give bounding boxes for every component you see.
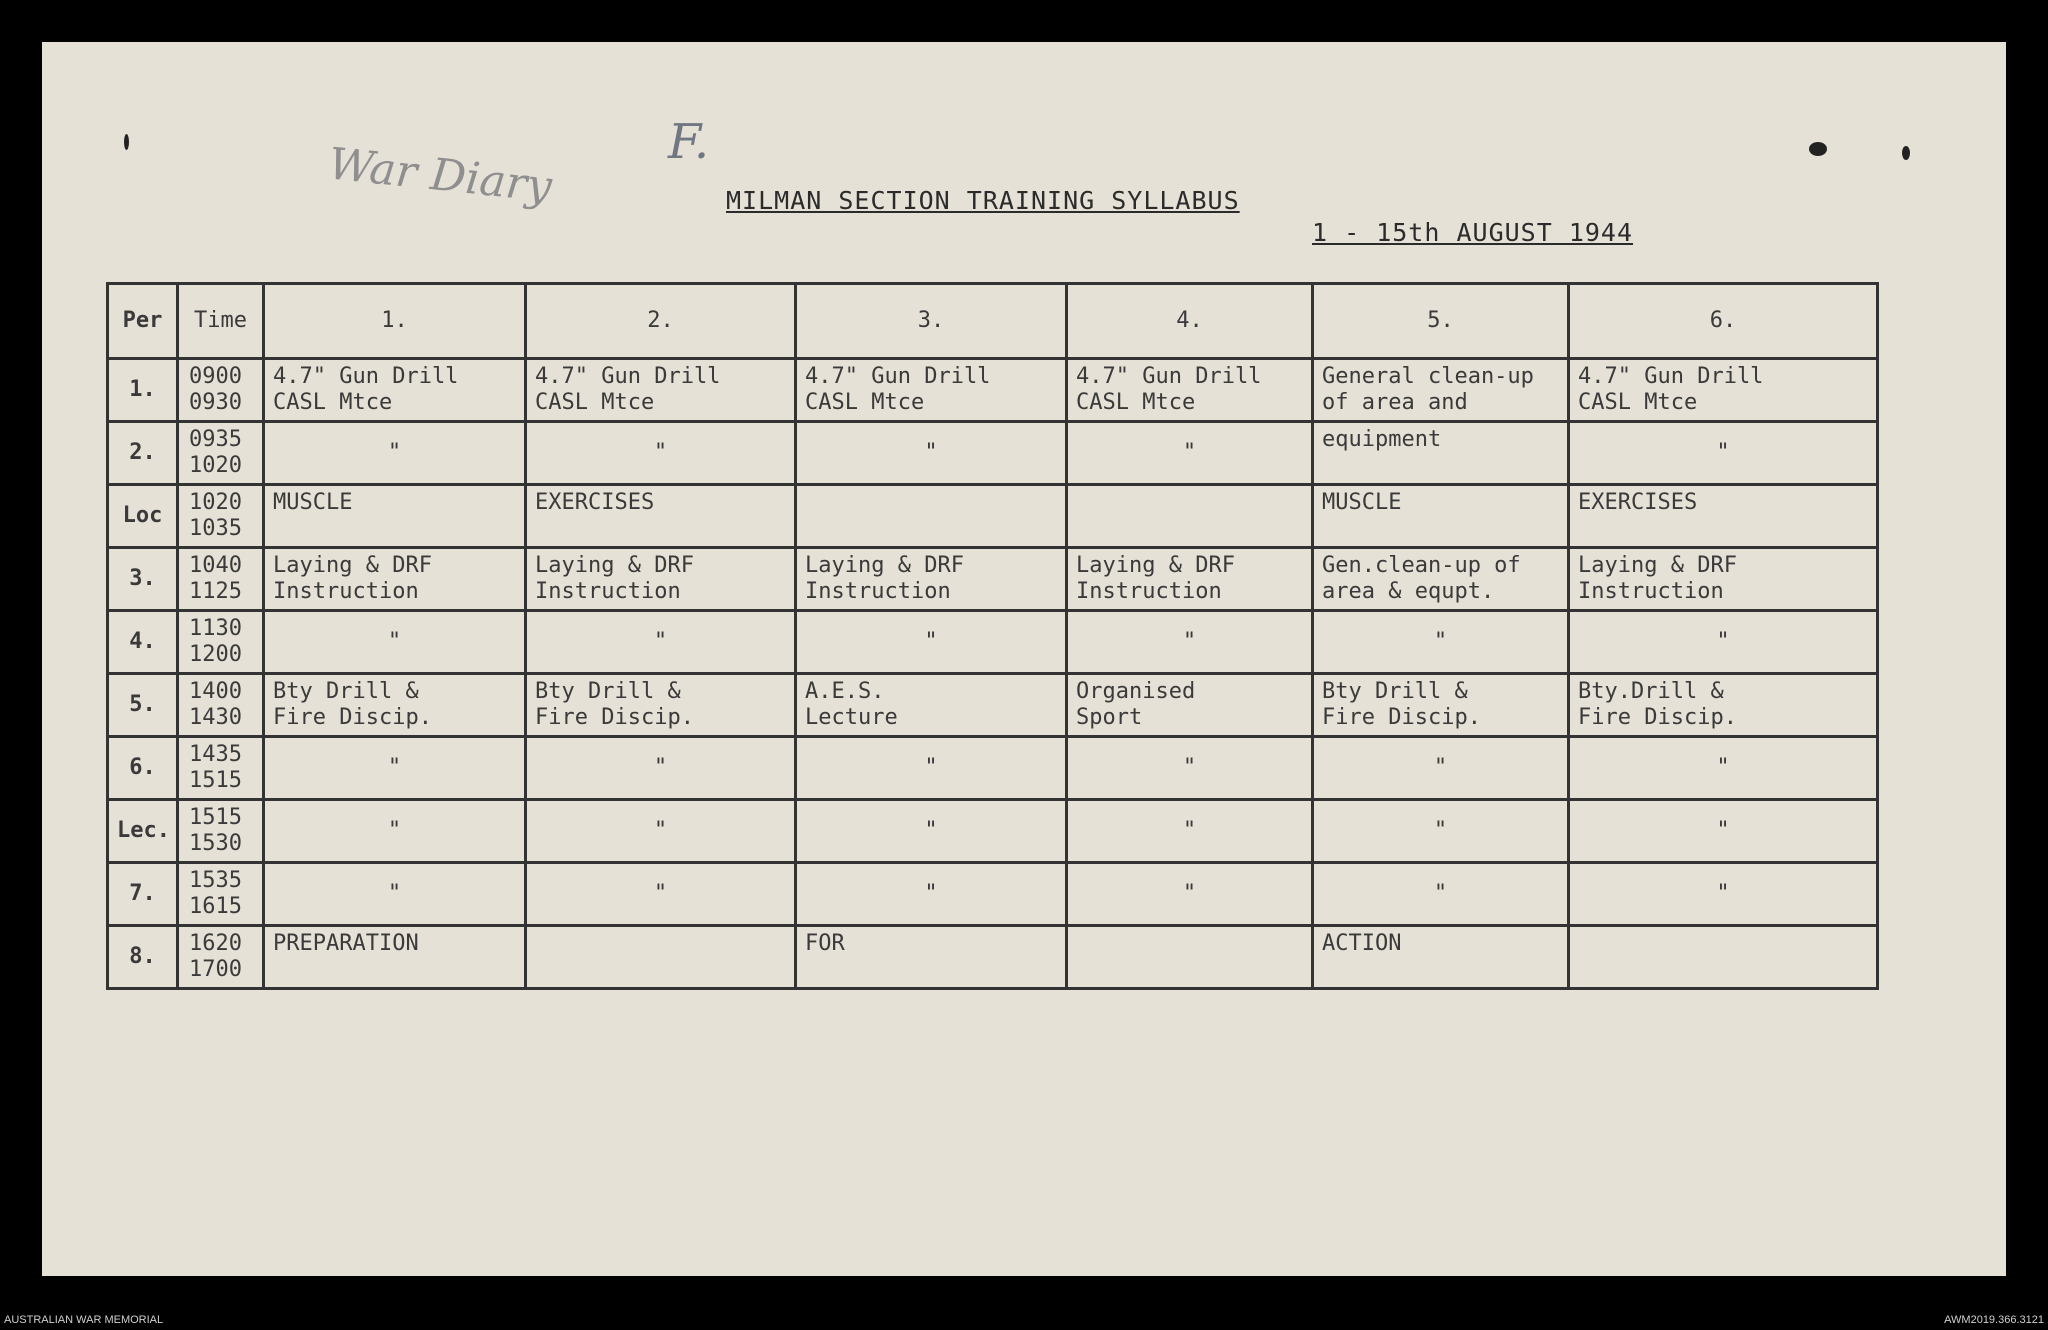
activity-cell: " xyxy=(1067,611,1313,674)
activity-cell xyxy=(1067,485,1313,548)
activity-cell: General clean-up of area and xyxy=(1313,359,1569,422)
activity-cell: " xyxy=(1067,422,1313,485)
activity-cell: " xyxy=(526,800,796,863)
period-cell: 1. xyxy=(108,359,178,422)
activity-cell xyxy=(1067,926,1313,989)
header-day-4: 4. xyxy=(1067,284,1313,359)
activity-cell: " xyxy=(1569,422,1878,485)
activity-cell: A.E.S. Lecture xyxy=(796,674,1067,737)
activity-cell: " xyxy=(264,422,526,485)
activity-cell: Organised Sport xyxy=(1067,674,1313,737)
activity-cell: " xyxy=(796,422,1067,485)
activity-cell: " xyxy=(796,800,1067,863)
activity-cell: " xyxy=(1313,737,1569,800)
table-row xyxy=(108,485,1878,548)
header-day-3: 3. xyxy=(796,284,1067,359)
punch-hole-mark xyxy=(1902,146,1910,160)
activity-cell: " xyxy=(1067,863,1313,926)
period-cell: Lec. xyxy=(108,800,178,863)
handwritten-war-diary-note: War Diary xyxy=(325,138,555,213)
document-title: MILMAN SECTION TRAINING SYLLABUS xyxy=(726,186,1240,215)
time-cell: 0935 1020 xyxy=(178,422,264,485)
table-row xyxy=(108,548,1878,611)
activity-cell: MUSCLE xyxy=(1313,485,1569,548)
activity-cell: " xyxy=(1569,863,1878,926)
activity-cell: " xyxy=(264,863,526,926)
activity-cell: " xyxy=(1569,737,1878,800)
header-day-6: 6. xyxy=(1569,284,1878,359)
activity-cell: " xyxy=(526,737,796,800)
table-body xyxy=(108,359,1878,989)
activity-cell: 4.7" Gun Drill CASL Mtce xyxy=(264,359,526,422)
activity-cell: " xyxy=(264,611,526,674)
activity-cell: Laying & DRF Instruction xyxy=(1569,548,1878,611)
table-row xyxy=(108,737,1878,800)
table-row xyxy=(108,800,1878,863)
period-cell: Loc xyxy=(108,485,178,548)
activity-cell: " xyxy=(1313,611,1569,674)
period-cell: 3. xyxy=(108,548,178,611)
activity-cell: 4.7" Gun Drill CASL Mtce xyxy=(796,359,1067,422)
activity-cell xyxy=(796,485,1067,548)
activity-cell: equipment xyxy=(1313,422,1569,485)
activity-cell: " xyxy=(526,422,796,485)
activity-cell: " xyxy=(1569,800,1878,863)
activity-cell: EXERCISES xyxy=(526,485,796,548)
footer-source: AUSTRALIAN WAR MEMORIAL xyxy=(4,1314,164,1326)
activity-cell: " xyxy=(526,611,796,674)
activity-cell: 4.7" Gun Drill CASL Mtce xyxy=(526,359,796,422)
activity-cell: Bty Drill & Fire Discip. xyxy=(264,674,526,737)
period-cell: 8. xyxy=(108,926,178,989)
activity-cell: " xyxy=(1067,737,1313,800)
activity-cell: Laying & DRF Instruction xyxy=(796,548,1067,611)
header-day-1: 1. xyxy=(264,284,526,359)
activity-cell: " xyxy=(1067,800,1313,863)
time-cell: 1040 1125 xyxy=(178,548,264,611)
activity-cell: " xyxy=(796,863,1067,926)
activity-cell: PREPARATION xyxy=(264,926,526,989)
period-cell: 2. xyxy=(108,422,178,485)
handwritten-letter-mark: F. xyxy=(668,114,710,170)
training-syllabus-table xyxy=(106,282,1879,990)
time-cell: 1435 1515 xyxy=(178,737,264,800)
activity-cell: " xyxy=(1313,863,1569,926)
activity-cell: " xyxy=(526,863,796,926)
activity-cell: Bty Drill & Fire Discip. xyxy=(526,674,796,737)
period-cell: 4. xyxy=(108,611,178,674)
time-cell: 1020 1035 xyxy=(178,485,264,548)
activity-cell: MUSCLE xyxy=(264,485,526,548)
time-cell: 1620 1700 xyxy=(178,926,264,989)
activity-cell: 4.7" Gun Drill CASL Mtce xyxy=(1067,359,1313,422)
table-row xyxy=(108,863,1878,926)
table-row xyxy=(108,422,1878,485)
activity-cell: " xyxy=(264,737,526,800)
table-row xyxy=(108,611,1878,674)
activity-cell: " xyxy=(796,737,1067,800)
activity-cell xyxy=(1569,926,1878,989)
period-cell: 6. xyxy=(108,737,178,800)
punch-hole-mark xyxy=(1809,142,1827,156)
footer-accession: AWM2019.366.3121 xyxy=(1944,1314,2044,1326)
header-day-2: 2. xyxy=(526,284,796,359)
activity-cell: Laying & DRF Instruction xyxy=(1067,548,1313,611)
activity-cell: " xyxy=(264,800,526,863)
activity-cell xyxy=(526,926,796,989)
table-row xyxy=(108,926,1878,989)
header-per: Per xyxy=(108,284,178,359)
activity-cell: 4.7" Gun Drill CASL Mtce xyxy=(1569,359,1878,422)
ink-speck xyxy=(124,134,129,150)
time-cell: 1400 1430 xyxy=(178,674,264,737)
activity-cell: EXERCISES xyxy=(1569,485,1878,548)
activity-cell: " xyxy=(796,611,1067,674)
table-row xyxy=(108,674,1878,737)
activity-cell: " xyxy=(1569,611,1878,674)
table-header-row xyxy=(108,284,1878,359)
period-cell: 7. xyxy=(108,863,178,926)
activity-cell: Laying & DRF Instruction xyxy=(264,548,526,611)
time-cell: 1535 1615 xyxy=(178,863,264,926)
document-date-range: 1 - 15th AUGUST 1944 xyxy=(1312,218,1634,247)
table-row xyxy=(108,359,1878,422)
activity-cell: Gen.clean-up of area & equpt. xyxy=(1313,548,1569,611)
time-cell: 1515 1530 xyxy=(178,800,264,863)
activity-cell: ACTION xyxy=(1313,926,1569,989)
activity-cell: Laying & DRF Instruction xyxy=(526,548,796,611)
time-cell: 1130 1200 xyxy=(178,611,264,674)
time-cell: 0900 0930 xyxy=(178,359,264,422)
header-time: Time xyxy=(178,284,264,359)
header-day-5: 5. xyxy=(1313,284,1569,359)
activity-cell: FOR xyxy=(796,926,1067,989)
activity-cell: Bty Drill & Fire Discip. xyxy=(1313,674,1569,737)
activity-cell: Bty.Drill & Fire Discip. xyxy=(1569,674,1878,737)
period-cell: 5. xyxy=(108,674,178,737)
activity-cell: " xyxy=(1313,800,1569,863)
